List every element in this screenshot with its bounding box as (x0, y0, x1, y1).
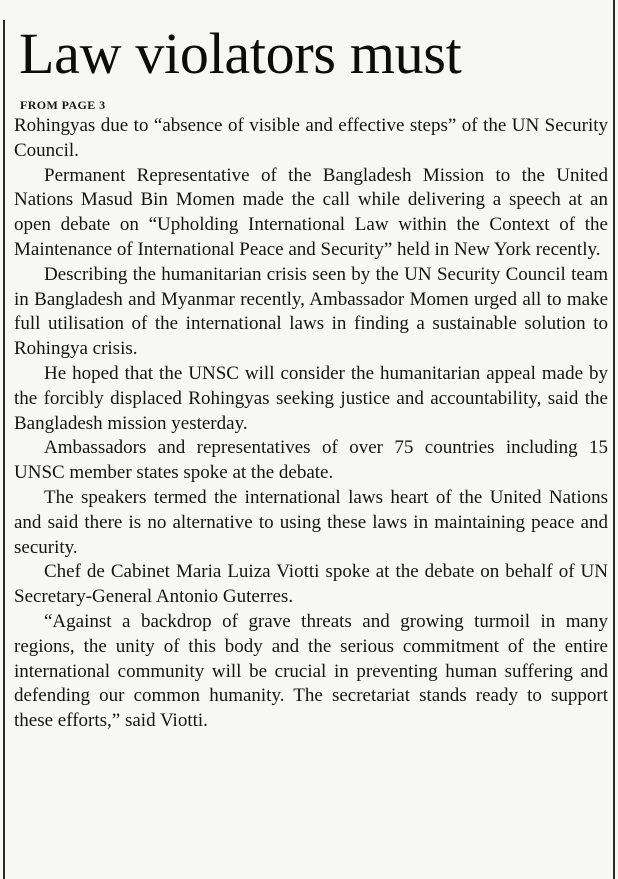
headline: Law violators must (19, 21, 462, 86)
dateline: FROM PAGE 3 (20, 98, 106, 112)
right-column-rule (613, 0, 615, 879)
paragraph: Chef de Cabinet Maria Luiza Viotti spoke at the debate on behalf of UN Secretary-General Antonio Guterres. (14, 561, 608, 608)
article-body (14, 114, 608, 734)
paragraph: “Against a backdrop of grave threats and growing turmoil in many regions, the unity of this body and the serious commitment of the entire international community will be crucial in preventing human suffering and defending our common humanity. The secretariat stands ready to support these efforts,” said Viotti. (14, 610, 608, 732)
left-column-rule (3, 20, 5, 879)
paragraph: Permanent Representative of the Bangladesh Mission to the United Nations Masud Bin Momen made the call while delivering a speech at an open debate on “Upholding International Law within the Context of the Maintenance of International Peace and Security” held in New York recently. (14, 164, 608, 260)
paragraph: Rohingyas due to “absence of visible and effective steps” of the UN Security Council. (14, 115, 608, 161)
paragraph: Describing the humanitarian crisis seen by the UN Security Council team in Bangladesh and Myanmar recently, Ambassador Momen urged all to make full utilisation of the international laws in finding a sustainable solution to Rohingya crisis. (14, 263, 608, 360)
paragraph: He hoped that the UNSC will consider the humanitarian appeal made by the forcibly displaced Rohingyas seeking justice and accountability, said the Bangladesh mission yesterday. (14, 362, 608, 434)
paragraph: The speakers termed the international laws heart of the United Nations and said there is no alternative to using these laws in maintaining peace and security. (14, 486, 608, 558)
paragraph: Ambassadors and representatives of over 75 countries including 15 UNSC member states spoke at the debate. (14, 437, 608, 484)
